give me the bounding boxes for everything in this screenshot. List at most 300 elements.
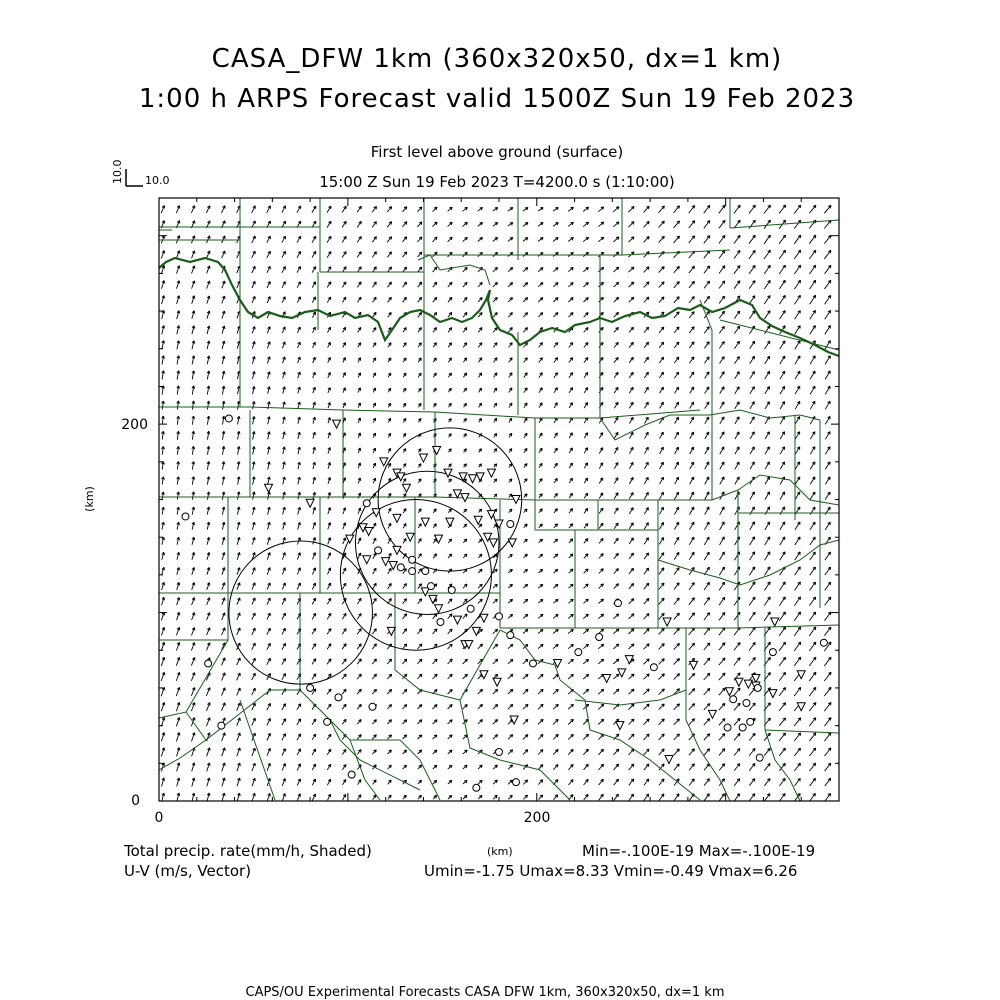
- wind-vector: [252, 462, 255, 470]
- wind-vector: [463, 554, 467, 558]
- wind-vector: [252, 568, 255, 575]
- wind-vector: [298, 477, 301, 484]
- wind-vector: [599, 523, 603, 528]
- wind-vector: [222, 296, 225, 304]
- wind-vector: [614, 553, 618, 558]
- wind-vector: [312, 583, 315, 589]
- wind-vector: [222, 462, 225, 470]
- wind-vector: [539, 388, 542, 393]
- wind-vector: [343, 538, 346, 544]
- wind-vector: [252, 688, 256, 695]
- station-triangle: [744, 680, 752, 688]
- wind-vector: [177, 552, 180, 560]
- wind-vector: [779, 612, 785, 621]
- wind-vector: [584, 298, 589, 303]
- wind-vector: [674, 282, 680, 288]
- wind-vector: [267, 206, 271, 213]
- station-triangle: [419, 454, 427, 462]
- wind-vector: [388, 448, 391, 452]
- wind-vector: [252, 598, 255, 605]
- wind-vector: [645, 462, 649, 469]
- precip-minmax: Min=-.100E-19 Max=-.100E-19: [582, 842, 816, 860]
- wind-vector: [207, 401, 210, 410]
- wind-vector: [659, 598, 664, 604]
- wind-vector: [765, 537, 770, 545]
- station-triangle: [453, 490, 461, 498]
- wind-vector: [192, 386, 195, 395]
- wind-vector: [553, 674, 558, 679]
- wind-vector: [524, 464, 527, 468]
- wind-vector: [583, 689, 588, 694]
- wind-vector: [464, 434, 467, 438]
- wind-vector: [750, 507, 755, 515]
- wind-vector: [207, 613, 210, 620]
- wind-vector: [267, 432, 270, 440]
- station-markers: [182, 415, 827, 791]
- wind-vector: [162, 281, 165, 289]
- wind-vector: [252, 492, 255, 500]
- wind-vector: [659, 568, 664, 575]
- wind-vector: [478, 795, 482, 799]
- wind-vector: [674, 236, 680, 243]
- wind-vector: [523, 268, 528, 272]
- wind-vector: [162, 446, 165, 454]
- wind-vector: [373, 358, 376, 363]
- wind-vector: [583, 614, 588, 618]
- wind-vector: [749, 764, 755, 771]
- wind-vector: [809, 235, 816, 244]
- wind-vector: [554, 448, 557, 453]
- wind-vector: [553, 704, 558, 709]
- wind-vector: [598, 629, 603, 634]
- wind-vector: [659, 221, 665, 228]
- wind-vector: [222, 537, 225, 545]
- wind-vector: [719, 673, 725, 680]
- wind-vector: [358, 433, 361, 438]
- wind-vector: [553, 749, 558, 754]
- wind-vector: [779, 627, 785, 636]
- wind-vector: [825, 386, 830, 394]
- wind-vector: [809, 250, 816, 259]
- wind-vector: [674, 357, 679, 363]
- station-circle: [754, 684, 761, 691]
- station-circle: [218, 722, 225, 729]
- wind-vector: [478, 644, 483, 649]
- wind-vector: [675, 432, 679, 439]
- wind-vector: [554, 433, 557, 438]
- wind-vector: [674, 221, 680, 228]
- wind-vector: [177, 296, 180, 304]
- wind-vector: [508, 223, 513, 227]
- wind-vector: [478, 222, 483, 226]
- wind-vector: [810, 326, 816, 335]
- wind-vector: [449, 403, 452, 407]
- wind-vector: [810, 356, 815, 365]
- wind-vector: [222, 673, 226, 681]
- wind-vector: [553, 584, 558, 588]
- wind-vector: [523, 599, 528, 603]
- wind-vector: [449, 464, 452, 468]
- wind-vector: [493, 599, 497, 603]
- wind-vector: [629, 432, 633, 438]
- wind-vector: [387, 222, 391, 228]
- wind-vector: [599, 448, 602, 454]
- wind-vector: [629, 297, 634, 302]
- wind-vector: [660, 477, 664, 484]
- wind-vector: [539, 463, 542, 467]
- wind-vector: [162, 507, 165, 515]
- wind-vector: [388, 568, 391, 574]
- wind-vector: [357, 659, 361, 664]
- station-triangle: [616, 722, 624, 730]
- wind-vector: [614, 342, 618, 347]
- wind-vector: [719, 311, 724, 318]
- wind-vector: [554, 313, 558, 318]
- wind-vector: [494, 433, 497, 437]
- wind-vector: [448, 644, 453, 649]
- wind-vector: [690, 492, 694, 500]
- wind-vector: [825, 401, 830, 409]
- wind-vector: [297, 583, 300, 590]
- wind-vector: [628, 689, 634, 694]
- wind-vector: [448, 237, 453, 242]
- wind-vector: [720, 432, 724, 439]
- wind-vector: [629, 568, 634, 574]
- wind-vector: [614, 297, 619, 302]
- wind-vector: [614, 357, 618, 362]
- wind-vector: [690, 447, 694, 454]
- station-triangle: [480, 614, 488, 622]
- wind-vector: [509, 388, 512, 393]
- wind-vector: [810, 310, 816, 319]
- wind-vector: [780, 371, 785, 379]
- wind-vector: [689, 598, 695, 605]
- wind-vector: [222, 341, 225, 349]
- wind-vector: [418, 449, 421, 453]
- wind-vector: [779, 688, 786, 696]
- wind-vector: [176, 627, 179, 635]
- wind-vector: [795, 386, 800, 394]
- wind-vector: [464, 449, 467, 453]
- wind-vector: [358, 780, 361, 785]
- wind-vector: [282, 764, 285, 771]
- station-circle: [473, 784, 480, 791]
- wind-vector: [252, 341, 255, 348]
- wind-vector: [780, 432, 785, 439]
- wind-vector: [689, 522, 694, 530]
- wind-vector: [313, 432, 316, 438]
- wind-vector: [448, 222, 453, 226]
- wind-vector: [509, 464, 512, 468]
- wind-vector: [312, 312, 315, 318]
- wind-vector: [493, 297, 497, 302]
- wind-vector: [328, 403, 331, 409]
- wind-vector: [493, 659, 498, 664]
- wind-vector: [689, 628, 695, 635]
- wind-vector: [222, 356, 225, 364]
- wind-vector: [463, 358, 466, 363]
- wind-vector: [644, 327, 649, 332]
- wind-vector: [794, 763, 800, 771]
- wind-vector: [795, 341, 800, 349]
- wind-vector: [824, 672, 831, 681]
- axis-ticks: [159, 198, 839, 801]
- wind-vector: [749, 658, 755, 666]
- station-triangle: [363, 556, 371, 564]
- wind-vector: [735, 477, 739, 485]
- wind-vector: [583, 207, 588, 211]
- wind-vector: [448, 358, 451, 363]
- wind-vector: [539, 343, 543, 348]
- wind-vector: [388, 418, 391, 422]
- wind-vector: [252, 296, 255, 303]
- wind-vector: [373, 312, 376, 317]
- wind-vector: [704, 613, 710, 621]
- wind-vector: [418, 539, 421, 544]
- wind-vector: [388, 373, 391, 377]
- wind-vector: [795, 356, 800, 364]
- wind-vector: [569, 373, 573, 378]
- wind-vector: [418, 237, 422, 242]
- wind-vector: [478, 765, 482, 769]
- wind-vector: [283, 477, 286, 485]
- wind-vector: [267, 266, 270, 272]
- wind-vector: [629, 599, 634, 604]
- wind-vector: [192, 552, 195, 559]
- wind-vector: [644, 508, 648, 515]
- wind-vector: [252, 431, 255, 439]
- wind-vector: [569, 343, 573, 348]
- wind-vector: [252, 266, 255, 273]
- wind-vector: [312, 764, 315, 770]
- wind-vector: [720, 462, 724, 469]
- wind-vector: [704, 281, 710, 288]
- wind-vector: [629, 417, 633, 423]
- wind-vector: [343, 388, 346, 393]
- wind-vector: [659, 659, 665, 665]
- wind-vector: [418, 267, 422, 272]
- wind-vector: [584, 433, 587, 439]
- station-circle: [409, 556, 416, 563]
- wind-vector: [177, 311, 180, 320]
- station-circle: [428, 583, 435, 590]
- y-tick-label-200: 200: [121, 417, 148, 433]
- wind-vector: [267, 628, 271, 634]
- station-circle: [820, 639, 827, 646]
- wind-vector: [297, 794, 300, 801]
- wind-vector: [674, 568, 679, 575]
- wind-vector: [628, 237, 634, 242]
- station-circle: [448, 586, 455, 593]
- wind-vector: [282, 236, 286, 243]
- wind-vector: [810, 295, 816, 304]
- wind-vector: [192, 492, 195, 500]
- wind-vector: [176, 657, 180, 665]
- wind-vector: [508, 704, 513, 709]
- wind-vector: [629, 523, 633, 529]
- wind-vector: [705, 357, 710, 364]
- station-circle: [369, 703, 376, 710]
- wind-vector: [795, 417, 800, 425]
- wind-vector: [629, 779, 634, 785]
- wind-vector: [569, 493, 573, 498]
- wind-vector: [569, 313, 574, 318]
- wind-vector: [568, 629, 573, 633]
- wind-vector: [357, 674, 361, 679]
- wind-vector: [192, 341, 195, 350]
- wind-vector: [162, 492, 165, 500]
- wind-vector: [629, 749, 634, 755]
- wind-vector: [433, 373, 436, 377]
- station-triangle: [393, 514, 401, 522]
- wind-vector: [357, 221, 361, 227]
- wind-vector: [674, 312, 679, 318]
- wind-vector: [659, 492, 663, 499]
- wind-vector: [614, 794, 619, 800]
- wind-vector: [719, 643, 725, 651]
- wind-vector: [252, 206, 256, 213]
- wind-vector: [734, 718, 740, 725]
- wind-vector: [644, 492, 648, 499]
- wind-vector: [433, 554, 436, 559]
- wind-vector: [765, 492, 770, 500]
- wind-vector: [568, 207, 573, 211]
- wind-vector: [523, 795, 527, 799]
- wind-vector: [554, 373, 558, 378]
- wind-vector: [780, 492, 785, 500]
- wind-vector: [629, 447, 633, 453]
- wind-vector: [719, 582, 724, 590]
- wind-vector: [493, 343, 497, 348]
- station-circle: [730, 696, 737, 703]
- wind-vector: [162, 477, 165, 485]
- wind-vector: [780, 356, 785, 364]
- wind-vector: [448, 795, 452, 799]
- wind-vector: [493, 328, 497, 333]
- wind-vector: [569, 509, 573, 514]
- wind-vector: [825, 597, 831, 605]
- wind-vector: [222, 311, 225, 319]
- wind-vector: [267, 417, 270, 425]
- wind-vector: [494, 403, 497, 407]
- wind-vector: [719, 794, 724, 801]
- wind-vector: [418, 373, 421, 377]
- station-triangle: [402, 484, 410, 492]
- wind-vector: [539, 479, 542, 483]
- wind-vector: [358, 508, 361, 514]
- wind-vector: [252, 673, 256, 680]
- wind-vector: [207, 598, 210, 605]
- wind-vector: [252, 447, 255, 455]
- wind-vector: [764, 779, 770, 786]
- wind-vector: [448, 297, 452, 302]
- wind-vector: [644, 538, 648, 545]
- station-circle: [182, 513, 189, 520]
- wind-vector: [614, 417, 618, 423]
- wind-vector: [418, 418, 421, 422]
- wind-vector: [810, 386, 815, 394]
- wind-vector: [645, 447, 649, 454]
- wind-vector: [765, 522, 770, 530]
- wind-vector: [524, 448, 527, 452]
- wind-vector: [207, 537, 210, 545]
- wind-vector: [719, 251, 725, 259]
- wind-vector: [794, 280, 800, 289]
- wind-vector: [252, 386, 255, 394]
- wind-vector: [373, 343, 376, 348]
- station-circle: [307, 684, 314, 691]
- wind-vector: [704, 296, 709, 303]
- wind-vector: [267, 477, 270, 485]
- wind-vector: [176, 702, 180, 711]
- station-triangle: [421, 588, 429, 596]
- wind-vector: [463, 297, 467, 302]
- wind-vector: [191, 688, 195, 696]
- wind-vector: [192, 598, 195, 606]
- wind-vector: [463, 524, 466, 528]
- wind-vector: [644, 206, 650, 212]
- wind-vector: [719, 612, 725, 620]
- wind-vector: [162, 793, 165, 801]
- station-circle: [507, 632, 514, 639]
- wind-vector: [735, 402, 739, 409]
- wind-vector: [538, 629, 543, 633]
- wind-vector: [313, 357, 316, 363]
- wind-vector: [493, 780, 497, 784]
- wind-vector: [614, 267, 619, 272]
- wind-vector: [372, 237, 376, 243]
- wind-vector: [207, 552, 210, 559]
- wind-vector: [644, 477, 648, 484]
- wind-vector: [644, 252, 650, 258]
- wind-vector: [207, 492, 210, 500]
- wind-vector: [704, 643, 710, 650]
- wind-vector: [810, 597, 816, 606]
- wind-vector: [403, 584, 407, 589]
- wind-vector: [449, 434, 452, 438]
- wind-vector: [373, 403, 376, 408]
- wind-vector: [704, 327, 709, 334]
- wind-vector: [538, 734, 543, 739]
- wind-vector: [282, 267, 286, 273]
- wind-vector: [192, 356, 195, 365]
- station-triangle: [508, 539, 516, 547]
- wind-vector: [749, 794, 754, 801]
- wind-vector: [584, 764, 589, 770]
- wind-vector: [358, 327, 361, 332]
- wind-vector: [372, 614, 376, 620]
- wind-vector: [539, 509, 543, 513]
- wind-vector: [659, 689, 665, 695]
- wind-vector: [463, 674, 468, 679]
- wind-vector: [282, 568, 285, 575]
- wind-vector: [719, 296, 725, 303]
- wind-vector: [720, 387, 724, 394]
- wind-vector: [780, 552, 785, 560]
- wind-vector: [764, 235, 770, 244]
- wind-vector: [252, 763, 256, 771]
- wind-vector: [675, 462, 679, 469]
- station-triangle: [487, 469, 495, 477]
- wind-vector: [372, 674, 376, 679]
- wind-vector: [568, 659, 573, 664]
- wind-vector: [448, 539, 451, 543]
- wind-vector: [177, 416, 180, 425]
- wind-vector: [372, 206, 376, 212]
- wind-vector: [825, 567, 831, 575]
- wind-vector: [719, 567, 724, 575]
- wind-vector: [644, 237, 650, 243]
